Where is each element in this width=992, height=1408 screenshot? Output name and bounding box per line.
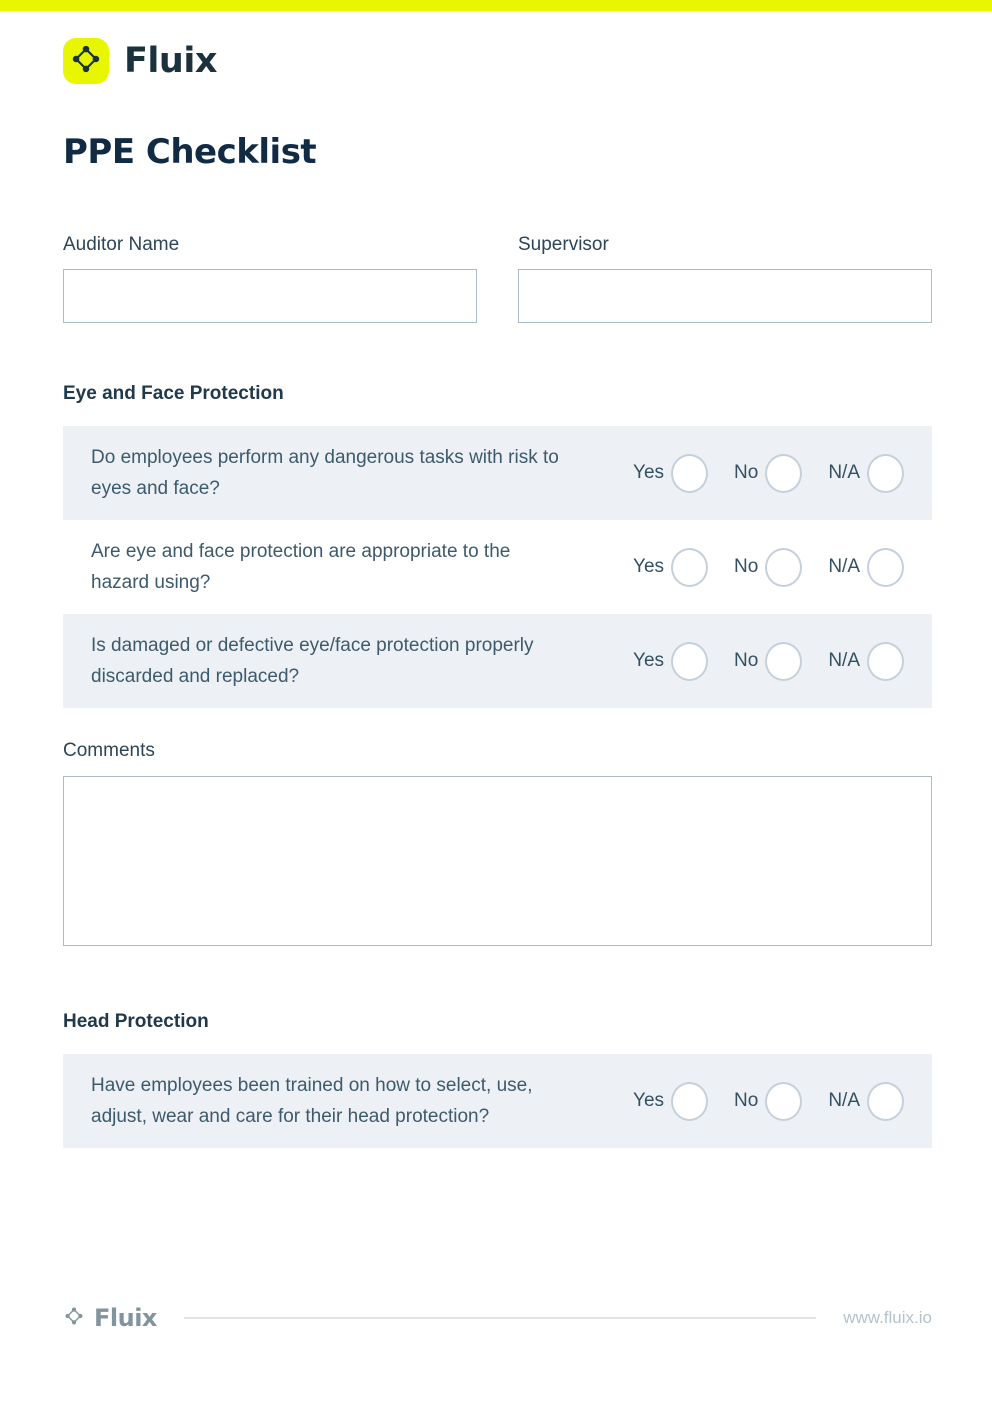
- eye-face-question-table: [63, 426, 932, 708]
- page-content: [0, 38, 992, 1148]
- option-label-yes: Yes: [633, 556, 665, 577]
- auditor-name-input[interactable]: [63, 269, 477, 323]
- page-footer: [63, 1304, 932, 1332]
- option-label-na: N/A: [828, 1090, 860, 1111]
- radio-na[interactable]: [867, 642, 904, 681]
- option-label-yes: Yes: [633, 462, 665, 483]
- option-na: [828, 454, 904, 493]
- option-label-no: No: [734, 1090, 759, 1111]
- page-title: PPE Checklist: [63, 132, 317, 172]
- radio-no[interactable]: [765, 642, 802, 681]
- option-na: [828, 548, 904, 587]
- footer-website-link[interactable]: www.fluix.io: [843, 1308, 932, 1327]
- question-row: [63, 614, 932, 708]
- auditor-name-label: Auditor Name: [63, 234, 180, 255]
- question-row: [63, 520, 932, 614]
- option-na: [828, 642, 904, 681]
- comments-label: Comments: [63, 740, 155, 761]
- radio-yes[interactable]: [671, 454, 708, 493]
- option-label-yes: Yes: [633, 650, 665, 671]
- radio-no[interactable]: [765, 454, 802, 493]
- auditor-field-group: [63, 234, 477, 323]
- section-title-head: Head Protection: [63, 1011, 209, 1032]
- fluix-footer-logo-icon: [63, 1305, 85, 1332]
- supervisor-field-group: [518, 234, 932, 323]
- option-label-yes: Yes: [633, 1090, 665, 1111]
- radio-no[interactable]: [765, 1082, 802, 1121]
- option-label-no: No: [734, 556, 759, 577]
- question-row: [63, 426, 932, 520]
- radio-na[interactable]: [867, 548, 904, 587]
- question-text: Are eye and face protection are appropriate to the hazard using?: [91, 541, 511, 593]
- option-no: [734, 548, 802, 587]
- answer-options: [633, 1082, 904, 1121]
- fluix-logo-icon: [69, 42, 103, 81]
- accent-top-bar: [0, 0, 992, 11]
- head-question-table: [63, 1054, 932, 1148]
- option-na: [828, 1082, 904, 1121]
- radio-no[interactable]: [765, 548, 802, 587]
- supervisor-input[interactable]: [518, 269, 932, 323]
- option-yes: [633, 642, 708, 681]
- question-text: Do employees perform any dangerous tasks with risk to eyes and face?: [91, 447, 559, 499]
- option-label-na: N/A: [828, 462, 860, 483]
- answer-options: [633, 454, 904, 493]
- radio-yes[interactable]: [671, 548, 708, 587]
- header-brand: [63, 38, 932, 84]
- radio-na[interactable]: [867, 1082, 904, 1121]
- footer-divider: [184, 1317, 816, 1319]
- question-row: [63, 1054, 932, 1148]
- radio-na[interactable]: [867, 454, 904, 493]
- radio-yes[interactable]: [671, 1082, 708, 1121]
- answer-options: [633, 642, 904, 681]
- option-yes: [633, 548, 708, 587]
- footer-wordmark: Fluix: [94, 1304, 157, 1332]
- footer-brand: [63, 1304, 157, 1332]
- radio-yes[interactable]: [671, 642, 708, 681]
- fluix-wordmark: Fluix: [124, 41, 217, 81]
- option-no: [734, 642, 802, 681]
- top-fields-row: [63, 234, 932, 323]
- option-label-na: N/A: [828, 650, 860, 671]
- option-no: [734, 454, 802, 493]
- option-label-na: N/A: [828, 556, 860, 577]
- option-no: [734, 1082, 802, 1121]
- section-title-eye-face: Eye and Face Protection: [63, 383, 284, 404]
- option-yes: [633, 1082, 708, 1121]
- question-text: Is damaged or defective eye/face protection properly discarded and replaced?: [91, 635, 534, 687]
- answer-options: [633, 548, 904, 587]
- option-label-no: No: [734, 650, 759, 671]
- option-yes: [633, 454, 708, 493]
- option-label-no: No: [734, 462, 759, 483]
- question-text: Have employees been trained on how to select, use, adjust, wear and care for their head protection?: [91, 1075, 533, 1127]
- fluix-logo-badge: [63, 38, 109, 84]
- comments-textarea[interactable]: [63, 776, 932, 946]
- supervisor-label: Supervisor: [518, 234, 609, 255]
